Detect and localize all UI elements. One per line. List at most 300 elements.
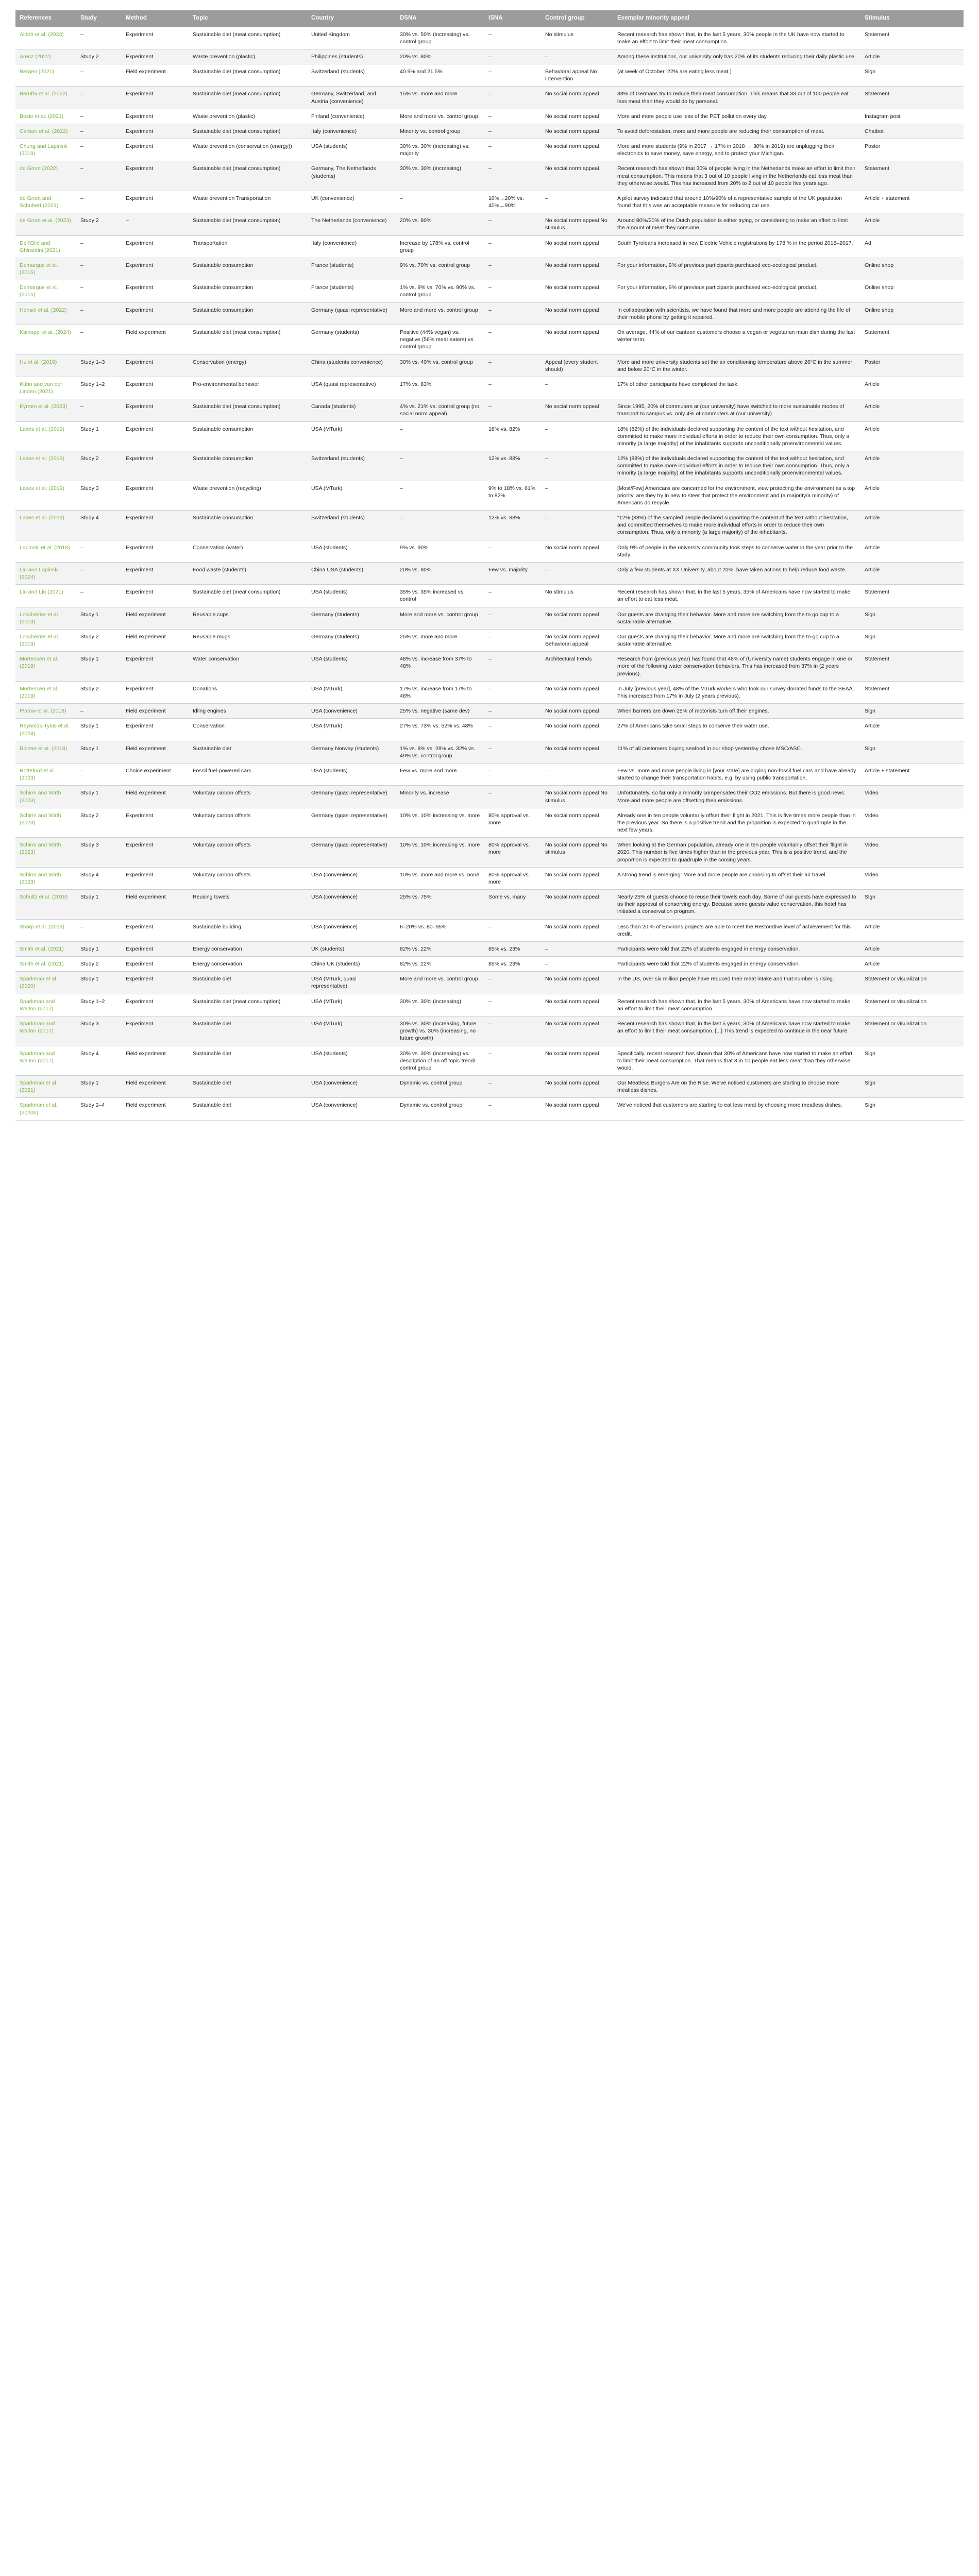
cell-topic: Fossil fuel-powered cars	[189, 764, 307, 786]
cell-reference[interactable]: Lakes et al. (2019)	[15, 421, 76, 451]
cell-study: Study 2–4	[76, 1098, 122, 1120]
cell-isna: –	[484, 399, 541, 421]
cell-stimulus: Statement or visualization	[860, 1016, 964, 1046]
table-row	[15, 764, 964, 786]
cell-study: –	[76, 161, 122, 191]
cell-isna: –	[484, 213, 541, 235]
cell-topic: Conservation (energy)	[189, 354, 307, 377]
cell-study: Study 1–3	[76, 354, 122, 377]
cell-stimulus: Article	[860, 399, 964, 421]
cell-stimulus: Sign	[860, 64, 964, 87]
cell-country: Germany, The Netherlands (students)	[307, 161, 396, 191]
cell-stimulus: Article	[860, 919, 964, 941]
cell-control-group: No social norm appeal	[541, 719, 613, 741]
cell-reference[interactable]: Demarque et al. (2015)	[15, 258, 76, 280]
cell-topic: Sustainable diet	[189, 1076, 307, 1098]
cell-dsna: 30% vs. 30% (increasing)	[396, 161, 484, 191]
cell-study: Study 3	[76, 838, 122, 868]
cell-dsna: Minority vs. control group	[396, 124, 484, 139]
cell-stimulus: Video	[860, 838, 964, 868]
cell-reference[interactable]: Schultz et al. (2018)	[15, 890, 76, 920]
cell-stimulus: Article	[860, 562, 964, 584]
cell-reference[interactable]: Lapinski et al. (2018)	[15, 540, 76, 562]
cell-topic: Sustainable diet (meat consumption)	[189, 325, 307, 354]
cell-dsna: 30% vs. 40% vs. control group	[396, 354, 484, 377]
cell-isna: –	[484, 49, 541, 64]
cell-reference[interactable]: Demarque et al. (2015)	[15, 280, 76, 302]
cell-exemplar-appeal: Since 1995, 20% of commuters at (our university) have switched to more sustainable modes of transport to campus vs. only 4% of commuters at (our university).	[613, 399, 860, 421]
cell-control-group: No social norm appeal	[541, 540, 613, 562]
cell-control-group: –	[541, 191, 613, 213]
table-row	[15, 258, 964, 280]
cell-isna: 80% approval vs. more	[484, 808, 541, 838]
cell-stimulus: Online shop	[860, 280, 964, 302]
cell-method: Field experiment	[122, 629, 189, 651]
cell-dsna: 25% vs. 75%	[396, 890, 484, 920]
cell-method: Experiment	[122, 681, 189, 703]
table-row	[15, 280, 964, 302]
cell-topic: Sustainable diet (meat consumption)	[189, 124, 307, 139]
cell-topic: Voluntary carbon offsets	[189, 808, 307, 838]
cell-stimulus: Ad	[860, 235, 964, 258]
cell-country: USA (students)	[307, 540, 396, 562]
cell-reference[interactable]: Mortensen et al. (2019)	[15, 652, 76, 682]
table-row	[15, 741, 964, 763]
cell-reference[interactable]: Loschelder et al. (2019)	[15, 629, 76, 651]
cell-method: Experiment	[122, 1016, 189, 1046]
table-row	[15, 681, 964, 703]
cell-method: Experiment	[122, 994, 189, 1016]
cell-stimulus: Article	[860, 719, 964, 741]
cell-dsna: 9% vs. 70% vs. control group	[396, 258, 484, 280]
cell-reference[interactable]: Lakes et al. (2019)	[15, 511, 76, 540]
table-row	[15, 49, 964, 64]
cell-reference[interactable]: Reynolds-Tylus et al. (2024)	[15, 719, 76, 741]
cell-reference[interactable]: Platow et al. (2018)	[15, 704, 76, 719]
cell-exemplar-appeal: More and more university students set the air conditioning temperature above 26°C in the summer and below 20°C in the winter.	[613, 354, 860, 377]
cell-isna: –	[484, 64, 541, 87]
table-row	[15, 540, 964, 562]
cell-control-group: No social norm appeal	[541, 87, 613, 109]
cell-country: Germany (quasi representative)	[307, 786, 396, 808]
cell-control-group: –	[541, 957, 613, 972]
cell-dsna: 30% vs. 50% (increasing) vs. control group	[396, 27, 484, 49]
cell-study: Study 1	[76, 941, 122, 956]
cell-country: The Netherlands (convenience)	[307, 213, 396, 235]
cell-reference[interactable]: Sparkman and Walton (2017)	[15, 1046, 76, 1076]
table-row	[15, 354, 964, 377]
cell-method: Field experiment	[122, 1076, 189, 1098]
table-row	[15, 1076, 964, 1098]
cell-stimulus: Statement	[860, 87, 964, 109]
cell-country: Finland (convenience)	[307, 109, 396, 124]
cell-stimulus: Article	[860, 213, 964, 235]
cell-stimulus: Article	[860, 540, 964, 562]
cell-study: Study 2	[76, 808, 122, 838]
cell-reference[interactable]: Bosio et al. (2021)	[15, 109, 76, 124]
cell-control-group: No social norm appeal	[541, 325, 613, 354]
cell-topic: Sustainable diet (meat consumption)	[189, 994, 307, 1016]
cell-dsna: 35% vs. 35% increased vs. control	[396, 585, 484, 607]
cell-isna: –	[484, 1076, 541, 1098]
cell-control-group: No social norm appeal	[541, 972, 613, 994]
cell-study: Study 1	[76, 652, 122, 682]
cell-exemplar-appeal: "12% (88%) of the sampled people declared supporting the content of the text without hesitation, and committed themselves to make more individual efforts in order to reduce their own consumption. Thus, only a minority (a large majority) of the inhabitants.	[613, 511, 860, 540]
cell-topic: Sustainable diet	[189, 1098, 307, 1120]
cell-reference[interactable]: Carbon et al. (2022)	[15, 124, 76, 139]
cell-reference[interactable]: Lakes et al. (2019)	[15, 451, 76, 481]
cell-reference[interactable]: de Groot (2022)	[15, 161, 76, 191]
cell-control-group: No social norm appeal	[541, 994, 613, 1016]
cell-country: USA (convenience)	[307, 890, 396, 920]
cell-country: USA (MTurk)	[307, 994, 396, 1016]
cell-dsna: 25% vs. more and more	[396, 629, 484, 651]
cell-control-group: No social norm appeal	[541, 1016, 613, 1046]
cell-reference[interactable]: Dell'Olio and Ghirardini (2021)	[15, 235, 76, 258]
cell-reference[interactable]: Kalnoppi et al. (2024)	[15, 325, 76, 354]
cell-exemplar-appeal: More and more people use less of the PET pollution every day.	[613, 109, 860, 124]
col-header-method: Method	[122, 10, 189, 27]
col-header-exemplar-appeal: Exemplar minority appeal	[613, 10, 860, 27]
cell-isna: 9% to 18% vs. 61% to 82%	[484, 481, 541, 511]
cell-study: –	[76, 562, 122, 584]
cell-country: Germany, Switzerland, and Austria (convenience)	[307, 87, 396, 109]
cell-isna: –	[484, 919, 541, 941]
cell-exemplar-appeal: On average, 44% of our canteen customers choose a vegan or vegetarian main dish during the last winter term.	[613, 325, 860, 354]
table-row	[15, 890, 964, 920]
cell-control-group: No social norm appeal	[541, 124, 613, 139]
cell-control-group: No social norm appeal No stimulus	[541, 213, 613, 235]
col-header-country: Country	[307, 10, 396, 27]
cell-isna: –	[484, 652, 541, 682]
cell-country: USA (convenience)	[307, 1076, 396, 1098]
cell-method: Field experiment	[122, 704, 189, 719]
cell-topic: Waste prevention (plastic)	[189, 109, 307, 124]
cell-reference[interactable]: Aldoh et al. (2023)	[15, 27, 76, 49]
col-header-study: Study	[76, 10, 122, 27]
cell-method: Field experiment	[122, 741, 189, 763]
cell-isna: 10%→20% vs. 40%→90%	[484, 191, 541, 213]
cell-method: Field experiment	[122, 64, 189, 87]
cell-reference[interactable]: Hu et al. (2019)	[15, 354, 76, 377]
cell-country: Germany (students)	[307, 325, 396, 354]
cell-topic: Waste prevention (plastic)	[189, 49, 307, 64]
cell-stimulus: Article	[860, 49, 964, 64]
cell-method: Experiment	[122, 838, 189, 868]
table-body	[15, 27, 964, 1120]
cell-study: –	[76, 704, 122, 719]
cell-dsna: 6–20% vs. 80–95%	[396, 919, 484, 941]
cell-isna: –	[484, 139, 541, 161]
cell-control-group: –	[541, 481, 613, 511]
cell-reference[interactable]: Kyrmm et al. (2023)	[15, 399, 76, 421]
table-row	[15, 109, 964, 124]
cell-control-group: No social norm appeal	[541, 109, 613, 124]
cell-control-group: No social norm appeal	[541, 280, 613, 302]
cell-reference[interactable]: Schirm and Wirth (2023)	[15, 867, 76, 889]
cell-topic: Sustainable diet	[189, 1016, 307, 1046]
cell-topic: Sustainable diet (meat consumption)	[189, 27, 307, 49]
cell-isna: 85% vs. 23%	[484, 957, 541, 972]
cell-method: Experiment	[122, 191, 189, 213]
cell-dsna: 4% vs. 21% vs. control group (no social norm appeal)	[396, 399, 484, 421]
cell-stimulus: Sign	[860, 704, 964, 719]
cell-stimulus: Poster	[860, 139, 964, 161]
cell-dsna: 20% vs. 80%	[396, 49, 484, 64]
cell-study: –	[76, 302, 122, 325]
cell-reference[interactable]: Hensel et al. (2022)	[15, 302, 76, 325]
table-row	[15, 972, 964, 994]
cell-dsna: More and more vs. control group	[396, 972, 484, 994]
table-row	[15, 719, 964, 741]
cell-isna: –	[484, 280, 541, 302]
cell-country: Germany (quasi representative)	[307, 302, 396, 325]
cell-control-group: Appeal (every student should)	[541, 354, 613, 377]
table-row	[15, 919, 964, 941]
cell-country: USA (convenience)	[307, 867, 396, 889]
table-row	[15, 1016, 964, 1046]
table-row	[15, 87, 964, 109]
cell-country: USA (students)	[307, 652, 396, 682]
cell-topic: Sustainable consumption	[189, 421, 307, 451]
table-row	[15, 451, 964, 481]
cell-method: Experiment	[122, 585, 189, 607]
cell-method: Experiment	[122, 399, 189, 421]
cell-method: Experiment	[122, 280, 189, 302]
cell-reference[interactable]: Sparkman et al. (2020)	[15, 972, 76, 994]
cell-control-group: –	[541, 451, 613, 481]
cell-exemplar-appeal: 18% (82%) of the individuals declared supporting the content of the text without hesitation, and committed to make more individual efforts in order to reduce their own consumption. Thus, only a minority (a large majority) of the inhabitants supports unconditionally proenvironmental values.	[613, 421, 860, 451]
cell-stimulus: Article	[860, 511, 964, 540]
table-row	[15, 1046, 964, 1076]
cell-control-group: –	[541, 377, 613, 399]
cell-method: Choice experiment	[122, 764, 189, 786]
cell-stimulus: Article	[860, 957, 964, 972]
cell-country: Germany (students)	[307, 629, 396, 651]
cell-reference[interactable]: Liu and Liu (2021)	[15, 585, 76, 607]
cell-exemplar-appeal: Only 9% of people in the university community took steps to conserve water in the year prior to the study.	[613, 540, 860, 562]
cell-method: Experiment	[122, 161, 189, 191]
table-row	[15, 27, 964, 49]
table-row	[15, 399, 964, 421]
cell-dsna: 25% vs. negative (same dev)	[396, 704, 484, 719]
cell-reference[interactable]: Sparkman and Walton (2017)	[15, 994, 76, 1016]
cell-reference[interactable]: Chung and Lapinski (2019)	[15, 139, 76, 161]
cell-exemplar-appeal: 27% of Americans take small steps to conserve their water use.	[613, 719, 860, 741]
cell-country: USA (convenience)	[307, 919, 396, 941]
cell-reference[interactable]: Berufta et al. (2022)	[15, 87, 76, 109]
cell-country: USA (MTurk, quasi representative)	[307, 972, 396, 994]
cell-control-group: No social norm appeal No stimulus	[541, 786, 613, 808]
cell-topic: Pro-environmental behavior	[189, 377, 307, 399]
cell-stimulus: Article	[860, 941, 964, 956]
table-row	[15, 213, 964, 235]
cell-exemplar-appeal: For your information, 9% of previous participants purchased eco-ecological product.	[613, 258, 860, 280]
cell-dsna: –	[396, 421, 484, 451]
cell-topic: Water conservation	[189, 652, 307, 682]
cell-exemplar-appeal: Research from (previous year) has found that 48% of (University name) students engage in one or more of the following water conservation behaviors. This has increased from 37% in (2 years previous).	[613, 652, 860, 682]
cell-reference[interactable]: Sparkman and Walton (2017)	[15, 1016, 76, 1046]
cell-exemplar-appeal: [Most/Few] Americans are concerned for the environment, view protecting the environment as a top priority, are they try in new to steer that protect the environment and (a majority/a minority) of Americans do recycle.	[613, 481, 860, 511]
cell-topic: Reusable cups	[189, 607, 307, 629]
cell-topic: Sustainable diet (meat consumption)	[189, 399, 307, 421]
cell-country: Philippines (students)	[307, 49, 396, 64]
table-row	[15, 994, 964, 1016]
cell-dsna: More and more vs. control group	[396, 109, 484, 124]
table-row	[15, 325, 964, 354]
cell-study: –	[76, 235, 122, 258]
cell-country: USA (students)	[307, 1046, 396, 1076]
cell-country: Canada (students)	[307, 399, 396, 421]
cell-topic: Sustainable consumption	[189, 302, 307, 325]
cell-stimulus: Statement	[860, 652, 964, 682]
cell-country: Italy (convenience)	[307, 235, 396, 258]
cell-exemplar-appeal: A strong trend is emerging: More and more people are choosing to offset their air travel.	[613, 867, 860, 889]
cell-control-group: No social norm appeal	[541, 302, 613, 325]
cell-topic: Sustainable diet	[189, 1046, 307, 1076]
cell-reference[interactable]: Sharp et al. (2019)	[15, 919, 76, 941]
cell-control-group: –	[541, 764, 613, 786]
cell-exemplar-appeal: 12% (88%) of the individuals declared supporting the content of the text without hesitation, and committed to make more individual efforts in order to reduce their own consumption. Thus, only a minority (a large majority) of the inhabitants supports unconditionally proenvironmental values.	[613, 451, 860, 481]
cell-exemplar-appeal: Around 80%/20% of the Dutch population is either trying, or considering to make an effort to limit the amount of meat they consume.	[613, 213, 860, 235]
cell-country: USA (convenience)	[307, 704, 396, 719]
cell-study: Study 1	[76, 972, 122, 994]
cell-stimulus: Statement	[860, 325, 964, 354]
cell-reference[interactable]: Sparkman et al. (2021)	[15, 1076, 76, 1098]
cell-isna: 80% approval vs. more	[484, 867, 541, 889]
cell-stimulus: Poster	[860, 354, 964, 377]
cell-isna: –	[484, 540, 541, 562]
cell-stimulus: Statement or visualization	[860, 994, 964, 1016]
table-row	[15, 941, 964, 956]
cell-country: China UK (students)	[307, 957, 396, 972]
cell-exemplar-appeal: For your information, 9% of previous participants purchased eco-ecological product.	[613, 280, 860, 302]
cell-country: USA (students)	[307, 139, 396, 161]
table-row	[15, 161, 964, 191]
cell-reference[interactable]: Richter et al. (2018)	[15, 741, 76, 763]
cell-reference[interactable]: Loschelder et al. (2019)	[15, 607, 76, 629]
cell-stimulus: Statement or visualization	[860, 972, 964, 994]
cell-isna: –	[484, 704, 541, 719]
cell-exemplar-appeal: We've noticed that customers are starting to eat less meat by choosing more meatless dishes.	[613, 1098, 860, 1120]
cell-isna: –	[484, 681, 541, 703]
references-table	[15, 10, 964, 1121]
cell-study: Study 1	[76, 741, 122, 763]
cell-country: Germany Norway (students)	[307, 741, 396, 763]
cell-study: –	[76, 191, 122, 213]
cell-reference[interactable]: Kühn and van der Linden (2021)	[15, 377, 76, 399]
cell-study: –	[76, 27, 122, 49]
cell-study: Study 1	[76, 890, 122, 920]
cell-isna: –	[484, 377, 541, 399]
cell-reference[interactable]: de Groot and Schubert (2021)	[15, 191, 76, 213]
cell-exemplar-appeal: Recent research has shown that, in the last 5 years, 30% of Americans have now started to make an effort to limit their meat consumption.	[613, 994, 860, 1016]
cell-control-group: No social norm appeal	[541, 258, 613, 280]
cell-dsna: 15% vs. more and more	[396, 87, 484, 109]
cell-stimulus: Video	[860, 867, 964, 889]
cell-exemplar-appeal: Only a few students at XX University, about 20%, have taken actions to help reduce food waste.	[613, 562, 860, 584]
cell-stimulus: Statement	[860, 27, 964, 49]
cell-country: Germany (quasi representative)	[307, 808, 396, 838]
cell-reference[interactable]: Lakes et al. (2019)	[15, 481, 76, 511]
cell-method: Experiment	[122, 511, 189, 540]
cell-reference[interactable]: Bergen (2021)	[15, 64, 76, 87]
cell-topic: Sustainable diet (meat consumption)	[189, 87, 307, 109]
cell-dsna: 30% vs. 30% (increasing)	[396, 994, 484, 1016]
cell-method: Experiment	[122, 258, 189, 280]
cell-study: Study 4	[76, 1046, 122, 1076]
cell-method: Experiment	[122, 109, 189, 124]
cell-isna: –	[484, 786, 541, 808]
cell-topic: Sustainable diet (meat consumption)	[189, 585, 307, 607]
cell-dsna: 10% vs. more and more vs. none	[396, 867, 484, 889]
cell-topic: Donations	[189, 681, 307, 703]
cell-topic: Sustainable consumption	[189, 280, 307, 302]
cell-reference[interactable]: Arenz (2022)	[15, 49, 76, 64]
cell-method: Experiment	[122, 49, 189, 64]
header-row	[15, 10, 964, 27]
cell-reference[interactable]: Smith et al. (2021)	[15, 957, 76, 972]
cell-reference[interactable]: Mortensen et al. (2019)	[15, 681, 76, 703]
table-row	[15, 838, 964, 868]
cell-topic: Energy conservation	[189, 941, 307, 956]
cell-stimulus: Sign	[860, 1076, 964, 1098]
cell-exemplar-appeal: In July [previous year], 48% of the MTurk workers who took our survey donated funds to the SEAA. This increased from 17% in July (2 years previous).	[613, 681, 860, 703]
cell-isna: –	[484, 607, 541, 629]
cell-control-group: No social norm appeal	[541, 808, 613, 838]
cell-control-group: No social norm appeal	[541, 139, 613, 161]
cell-country: China USA (students)	[307, 562, 396, 584]
cell-method: Field experiment	[122, 607, 189, 629]
table-row	[15, 607, 964, 629]
cell-exemplar-appeal: Nearly 25% of guests choose to reuse their towels each day. Some of our guests have expressed to us their approval of conserving energy. Because some guests value conservation, this hotel has initiated a conservation program.	[613, 890, 860, 920]
table-row	[15, 481, 964, 511]
cell-stimulus: Video	[860, 808, 964, 838]
cell-country: USA (convenience)	[307, 1098, 396, 1120]
cell-stimulus: Chatbot	[860, 124, 964, 139]
cell-country: USA (quasi representative)	[307, 377, 396, 399]
cell-reference[interactable]: Smith et al. (2021)	[15, 941, 76, 956]
cell-study: Study 3	[76, 1016, 122, 1046]
page	[0, 0, 979, 1131]
cell-exemplar-appeal: Recent research has shown that, in the last 5 years, 35% of Americans have now started to make an effort to eat less meat.	[613, 585, 860, 607]
cell-control-group: No social norm appeal	[541, 681, 613, 703]
cell-country: France (students)	[307, 258, 396, 280]
cell-isna: –	[484, 354, 541, 377]
cell-reference[interactable]: Schirm and Wirth (2023)	[15, 838, 76, 868]
cell-stimulus: Sign	[860, 1098, 964, 1120]
cell-reference[interactable]: de Groot et al. (2023)	[15, 213, 76, 235]
cell-exemplar-appeal: Recent research has shown that, in the last 5 years, 30% of Americans have now started to make an effort to limit their meat consumption. [...] This trend is expected to continue in the near future.	[613, 1016, 860, 1046]
cell-reference[interactable]: Liu and Lapinski (2024)	[15, 562, 76, 584]
cell-reference[interactable]: Sparkman et al. (2020b)	[15, 1098, 76, 1120]
cell-control-group: No social norm appeal	[541, 607, 613, 629]
cell-isna: –	[484, 1016, 541, 1046]
cell-study: Study 1	[76, 421, 122, 451]
cell-exemplar-appeal: When looking at the German population, already one in ten people voluntarily offset their flight in 2020. This number is five times higher than in the previous year. This is a positive trend, and the proportion is expected to quadruple in the coming years.	[613, 838, 860, 868]
cell-study: –	[76, 109, 122, 124]
cell-reference[interactable]: Schirm and Wirth (2023)	[15, 786, 76, 808]
cell-study: Study 2	[76, 629, 122, 651]
cell-reference[interactable]: Rotteford et al. (2023)	[15, 764, 76, 786]
cell-stimulus: Article	[860, 451, 964, 481]
col-header-isna: ISNA	[484, 10, 541, 27]
table-row	[15, 585, 964, 607]
cell-control-group: –	[541, 421, 613, 451]
table-row	[15, 511, 964, 540]
cell-reference[interactable]: Schirm and Wirth (2023)	[15, 808, 76, 838]
cell-isna: –	[484, 585, 541, 607]
